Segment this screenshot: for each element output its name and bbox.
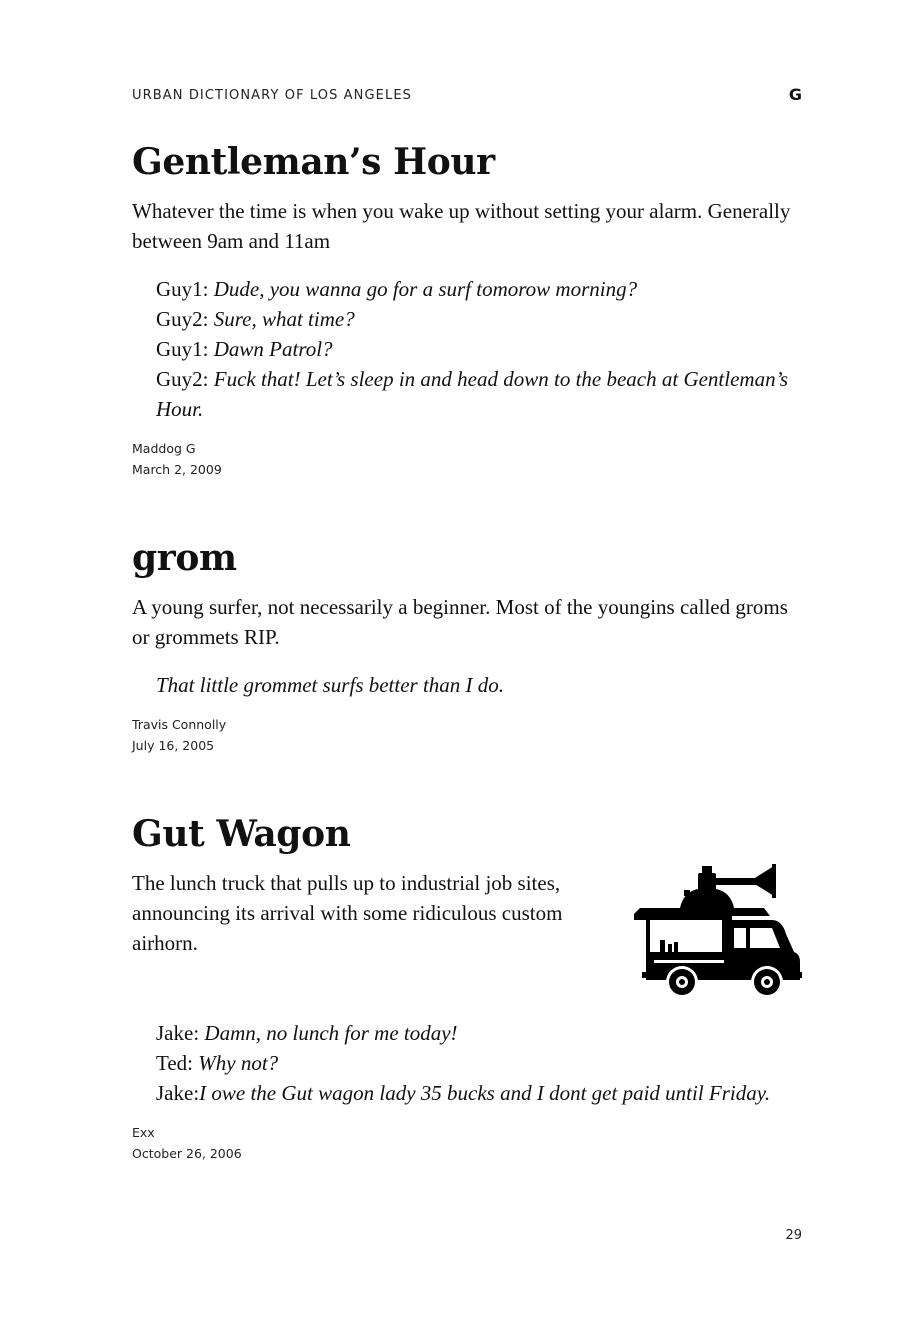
- example-text: Damn, no lunch for me today!: [199, 1021, 458, 1045]
- book-title: URBAN DICTIONARY OF LOS ANGELES: [132, 88, 412, 103]
- example-line: [156, 1048, 802, 1078]
- entry-author: Exx: [132, 1125, 155, 1140]
- example-text: I owe the Gut wagon lady 35 bucks and I dont get paid until Friday.: [199, 1081, 771, 1105]
- running-header: [132, 87, 802, 107]
- entry-headword: grom: [132, 537, 237, 579]
- page-number: 29: [785, 1228, 802, 1243]
- entry-author: Maddog G: [132, 441, 196, 456]
- example-text: Fuck that! Let’s sleep in and head down to the beach at Gentleman’s Hour.: [156, 367, 789, 421]
- entry-grom: [132, 536, 802, 756]
- example-line: [156, 1018, 802, 1048]
- entry-date: October 26, 2006: [132, 1146, 242, 1161]
- example-line: [156, 274, 802, 304]
- entry-gentlemans-hour: [132, 140, 802, 480]
- entry-author: Travis Connolly: [132, 717, 227, 732]
- entry-definition: Whatever the time is when you wake up without setting your alarm. Generally between 9am and 11am: [132, 199, 791, 253]
- entry-gut-wagon: [132, 812, 802, 1164]
- example-speaker: Guy1:: [156, 337, 209, 361]
- example-line: [156, 670, 802, 700]
- example-text: Dawn Patrol?: [208, 337, 333, 361]
- example-speaker: Ted:: [156, 1051, 194, 1075]
- example-speaker: Jake:: [156, 1081, 200, 1105]
- entry-date: March 2, 2009: [132, 462, 222, 477]
- section-letter: G: [788, 85, 802, 104]
- example-line: [156, 334, 802, 364]
- dictionary-page: [132, 0, 802, 1331]
- example-text: Dude, you wanna go for a surf tomorow morning?: [208, 277, 638, 301]
- example-line: [156, 304, 802, 334]
- entry-date: July 16, 2005: [132, 738, 215, 753]
- example-text: That little grommet surfs better than I do.: [156, 673, 505, 697]
- entry-example: [156, 274, 802, 424]
- entry-example: [156, 1018, 802, 1108]
- entry-meta: [132, 714, 802, 756]
- example-text: Why not?: [193, 1051, 279, 1075]
- entry-headword: Gentleman’s Hour: [132, 141, 495, 183]
- entry-definition: The lunch truck that pulls up to industrial job sites, announcing its arrival with some ridiculous custom airhorn.: [132, 871, 563, 955]
- definition-row: [132, 868, 802, 1018]
- example-text: Sure, what time?: [208, 307, 355, 331]
- example-speaker: Guy1:: [156, 277, 209, 301]
- food-truck-icon: [632, 864, 802, 999]
- entry-definition: A young surfer, not necessarily a beginner. Most of the youngins called groms or grommets RIP.: [132, 595, 788, 649]
- entry-headword: Gut Wagon: [132, 813, 351, 855]
- example-line: [156, 364, 802, 424]
- entry-example: [156, 670, 802, 700]
- example-speaker: Guy2:: [156, 307, 209, 331]
- example-line: [156, 1078, 802, 1108]
- example-speaker: Jake:: [156, 1021, 200, 1045]
- example-speaker: Guy2:: [156, 367, 209, 391]
- entry-meta: [132, 1122, 802, 1164]
- entry-meta: [132, 438, 802, 480]
